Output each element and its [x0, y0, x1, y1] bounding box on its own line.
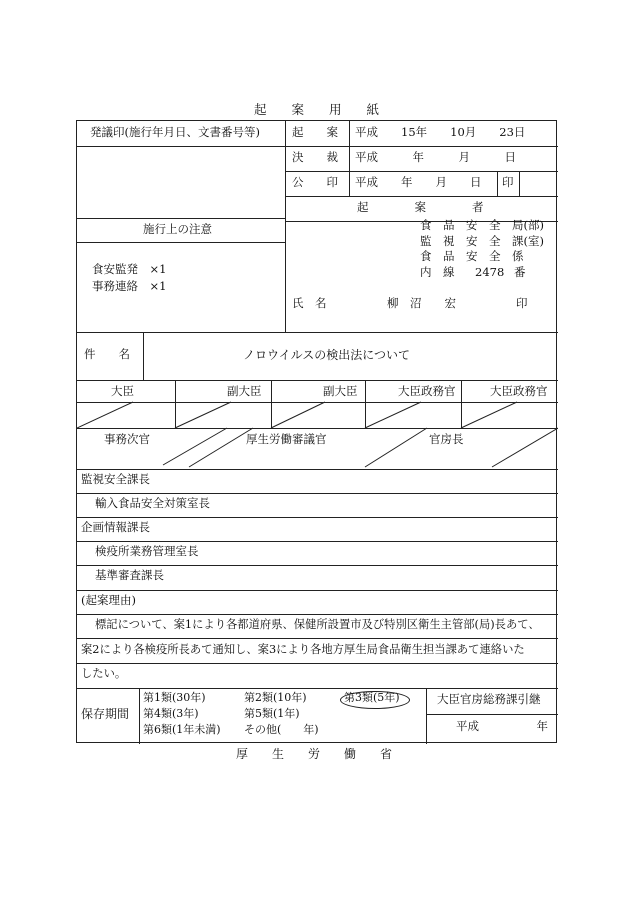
retention-class-6[interactable]: 第6類(1年未満) [143, 723, 221, 736]
kessai-date[interactable]: 平成 年 月 日 [355, 150, 516, 164]
strike-4 [365, 402, 421, 428]
approver-minister: 大臣 [111, 384, 134, 398]
section-kanshi: 監視安全課長 [81, 472, 150, 486]
form-title: 起 案 用 紙 [254, 102, 380, 117]
retention-class-3[interactable]: 第3類(5年) [344, 691, 400, 704]
section-kijun: 基準審査課長 [95, 568, 164, 582]
approver-vice-minister-2: 副大臣 [323, 384, 358, 398]
approver-councillor: 厚生労働審議官 [246, 432, 327, 446]
strike-6 [163, 428, 227, 465]
approver-parliamentary-1: 大臣政務官 [398, 384, 456, 398]
section-yunyu: 輸入食品安全対策室長 [95, 496, 210, 510]
strike-8 [365, 428, 427, 467]
subject-text[interactable]: ノロウイルスの検出法について [243, 348, 411, 362]
registry-label: 大臣官房総務課引継 [437, 692, 541, 706]
seal-label: 発議印(施行年月日、文書番号等) [90, 125, 260, 139]
drafter-name: 柳 沼 宏 [387, 296, 456, 310]
drafter-seal: 印 [516, 296, 528, 310]
koin-date[interactable]: 平成 年 月 日 [355, 175, 482, 189]
strike-2 [175, 402, 231, 428]
retention-other[interactable]: その他( 年) [244, 723, 319, 736]
strike-5 [461, 402, 517, 428]
drafter-dept-1: 食 品 安 全 局(部) [420, 218, 544, 232]
registry-date[interactable]: 平成 年 [456, 719, 548, 733]
approver-vice-minister-admin: 事務次官 [104, 432, 150, 446]
section-kenekisho: 検疫所業務管理室長 [95, 544, 199, 558]
drafter-name-label: 氏 名 [292, 296, 327, 310]
section-kikaku: 企画情報課長 [81, 520, 150, 534]
retention-class-5[interactable]: 第5類(1年) [244, 707, 300, 720]
notes-line-2: 事務連絡 ×1 [92, 279, 167, 293]
kessai-label: 決 裁 [292, 150, 338, 164]
kian-label: 起 案 [292, 125, 338, 139]
reason-line-1: 標記について、案1により各都道府県、保健所設置市及び特別区衛生主管部(局)長あて、 [95, 618, 540, 631]
drafter-dept-2: 監 視 安 全 課(室) [420, 234, 544, 248]
section-reason-label: (起案理由) [81, 593, 136, 607]
koin-label: 公 印 [292, 175, 338, 189]
subject-label: 件 名 [84, 347, 130, 361]
reason-line-3: したい。 [81, 667, 127, 680]
notes-line-1: 食安監発 ×1 [92, 262, 167, 276]
koin-seal: 印 [502, 175, 514, 189]
notes-label: 施行上の注意 [143, 222, 212, 236]
strike-1 [77, 402, 133, 428]
drafter-ext-suffix: 番 [514, 265, 526, 279]
ministry-footer: 厚 生 労 働 省 [236, 747, 393, 761]
approver-parliamentary-2: 大臣政務官 [490, 384, 548, 398]
drafter-label: 起 案 者 [357, 200, 484, 214]
strike-3 [271, 402, 325, 428]
drafter-ext-label: 内 線 [420, 265, 455, 279]
retention-class-2[interactable]: 第2類(10年) [244, 691, 307, 704]
strike-9 [492, 428, 558, 467]
approver-vice-minister-1: 副大臣 [227, 384, 262, 398]
drafter-ext-number: 2478 [475, 265, 505, 279]
retention-class-1[interactable]: 第1類(30年) [143, 691, 206, 704]
approver-chief-secretariat: 官房長 [429, 432, 464, 446]
strike-7 [189, 428, 253, 467]
drafter-dept-3: 食 品 安 全 係 [420, 249, 524, 263]
reason-line-2: 案2により各検疫所長あて通知し、案3により各地方厚生局食品衛生担当課あて連絡いた [81, 643, 525, 656]
kian-date[interactable]: 平成 15年 10月 23日 [355, 125, 526, 139]
retention-class-4[interactable]: 第4類(3年) [143, 707, 199, 720]
retention-label: 保存期間 [81, 707, 130, 721]
